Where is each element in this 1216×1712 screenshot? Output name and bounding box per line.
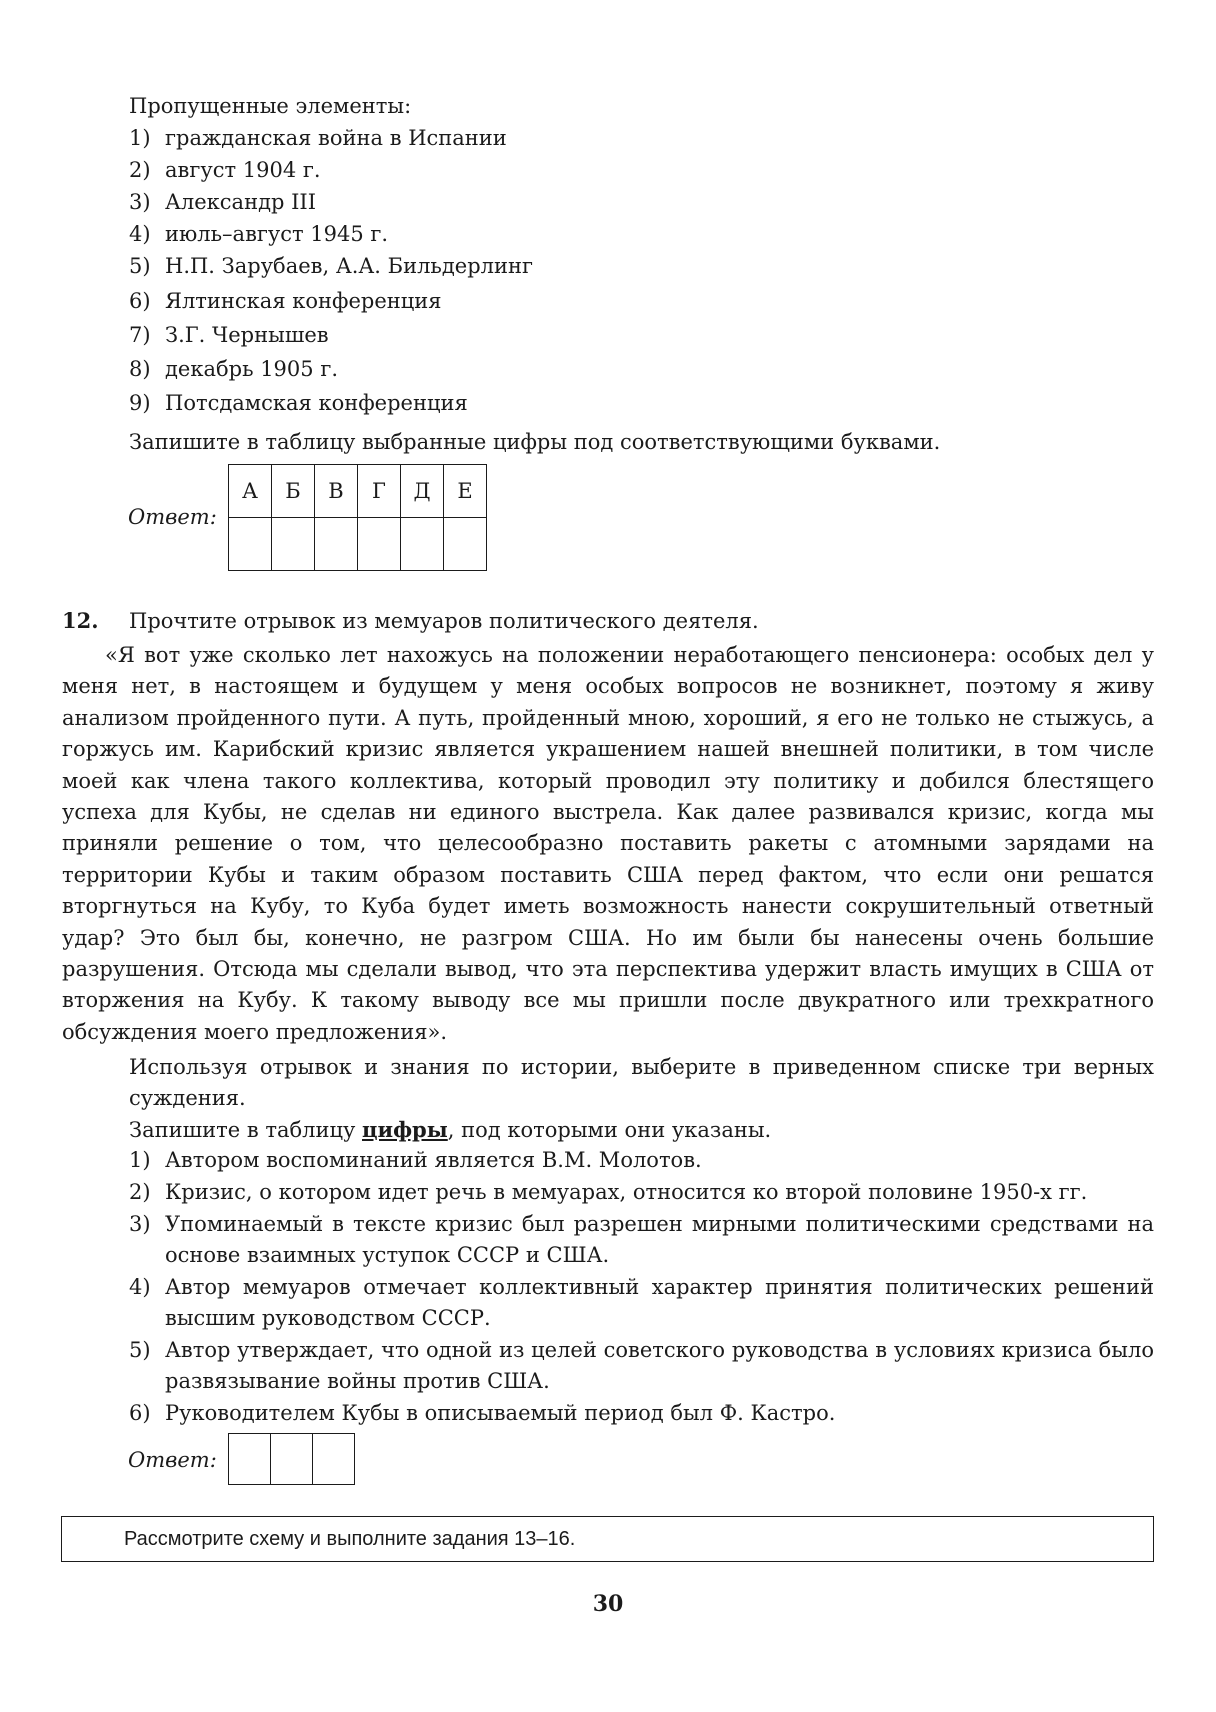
answer-row [229, 1434, 355, 1485]
statement-option: 4) Автор мемуаров отмечает коллективный характер принятия политических решений высшим руководством СССР. [129, 1275, 1154, 1330]
answer-cell[interactable] [313, 1434, 355, 1485]
list-item: 8) декабрь 1905 г. [129, 357, 338, 381]
answer-cell[interactable] [358, 518, 401, 571]
answer-table-letters [228, 464, 487, 571]
answer-cell[interactable] [271, 1434, 313, 1485]
letter-cell: Г [358, 465, 401, 518]
statement-option: 6) Руководителем Кубы в описываемый период был Ф. Кастро. [129, 1401, 836, 1425]
statement-option: 5) Автор утверждает, что одной из целей советского руководства в условиях кризиса было развязывание войны против США. [129, 1338, 1154, 1393]
answer-row [229, 518, 487, 571]
answer-label: Ответ: [128, 505, 217, 529]
table-header-row [229, 465, 487, 518]
answer-cell[interactable] [229, 518, 272, 571]
letter-cell: А [229, 465, 272, 518]
letter-cell: Б [272, 465, 315, 518]
letter-cell: Д [401, 465, 444, 518]
section-instruction-text: Рассмотрите схему и выполните задания 13–16. [124, 1528, 576, 1550]
task-instruction-1: Используя отрывок и знания по истории, выберите в приведенном списке три верных суждения. [129, 1055, 1154, 1110]
answer-cell[interactable] [315, 518, 358, 571]
list-item: 4) июль–август 1945 г. [129, 222, 389, 246]
missing-elements-heading: Пропущенные элементы: [129, 94, 412, 118]
statement-option: 3) Упоминаемый в тексте кризис был разрешен мирными политическими средствами на основе взаимных уступок СССР и США. [129, 1212, 1154, 1267]
list-item: 9) Потсдамская конференция [129, 391, 468, 415]
letter-cell: В [315, 465, 358, 518]
answer-label: Ответ: [128, 1448, 217, 1472]
section-instruction-box [61, 1516, 1154, 1562]
list-item: 3) Александр III [129, 190, 317, 214]
page-number: 30 [592, 1591, 624, 1617]
list-item: 6) Ялтинская конференция [129, 289, 442, 313]
list-item: 5) Н.П. Зарубаев, А.А. Бильдерлинг [129, 254, 533, 278]
statement-option: 2) Кризис, о котором идет речь в мемуарах, относится ко второй половине 1950-х гг. [129, 1180, 1088, 1204]
list-item: 7) З.Г. Чернышев [129, 323, 329, 347]
answer-table-digits [228, 1433, 355, 1485]
answer-cell[interactable] [272, 518, 315, 571]
statement-option: 1) Автором воспоминаний является В.М. Молотов. [129, 1148, 702, 1172]
answer-cell[interactable] [401, 518, 444, 571]
task-number: 12. [62, 608, 99, 633]
list-item: 2) август 1904 г. [129, 158, 321, 182]
answer-cell[interactable] [444, 518, 487, 571]
answer-cell[interactable] [229, 1434, 271, 1485]
list-item: 1) гражданская война в Испании [129, 126, 507, 150]
table-instruction: Запишите в таблицу выбранные цифры под соответствующими буквами. [129, 430, 941, 454]
task-title: Прочтите отрывок из мемуаров политического деятеля. [129, 609, 759, 633]
memoir-passage: «Я вот уже сколько лет нахожусь на положении неработающего пенсионера: особых дел у меня нет, в настоящем и будущем у меня особых вопросов не возникнет, поэтому я живу анализом пройденного пути. А путь, пройденный мною, хороший, я его не только не стыжусь, а горжусь им. Карибский кризис является украшением нашей внешней политики, в том числе моей как члена такого коллектива, который проводил эту политику и добился блестящего успеха для Кубы, не сделав ни единого выстрела. Как далее развивался кризис, когда мы приняли решение о том, что целесообразно поставить ракеты с атомными зарядами на территории Кубы и таким образом поставить США перед фактом, что если они решатся вторгнуться на Кубу, то Куба будет иметь возможность нанести сокрушительный ответный удар? Это был бы, конечно, не разгром США. Но им были бы нанесены очень большие разрушения. Отсюда мы сделали вывод, что эта перспектива удержит власть имущих в США от вторжения на Кубу. К такому выводу все мы пришли после двукратного или трехкратного обсуждения моего предложения». [62, 643, 1154, 1044]
letter-cell: Е [444, 465, 487, 518]
task-instruction-2: Запишите в таблицу цифры, под которыми они указаны. [129, 1117, 772, 1142]
